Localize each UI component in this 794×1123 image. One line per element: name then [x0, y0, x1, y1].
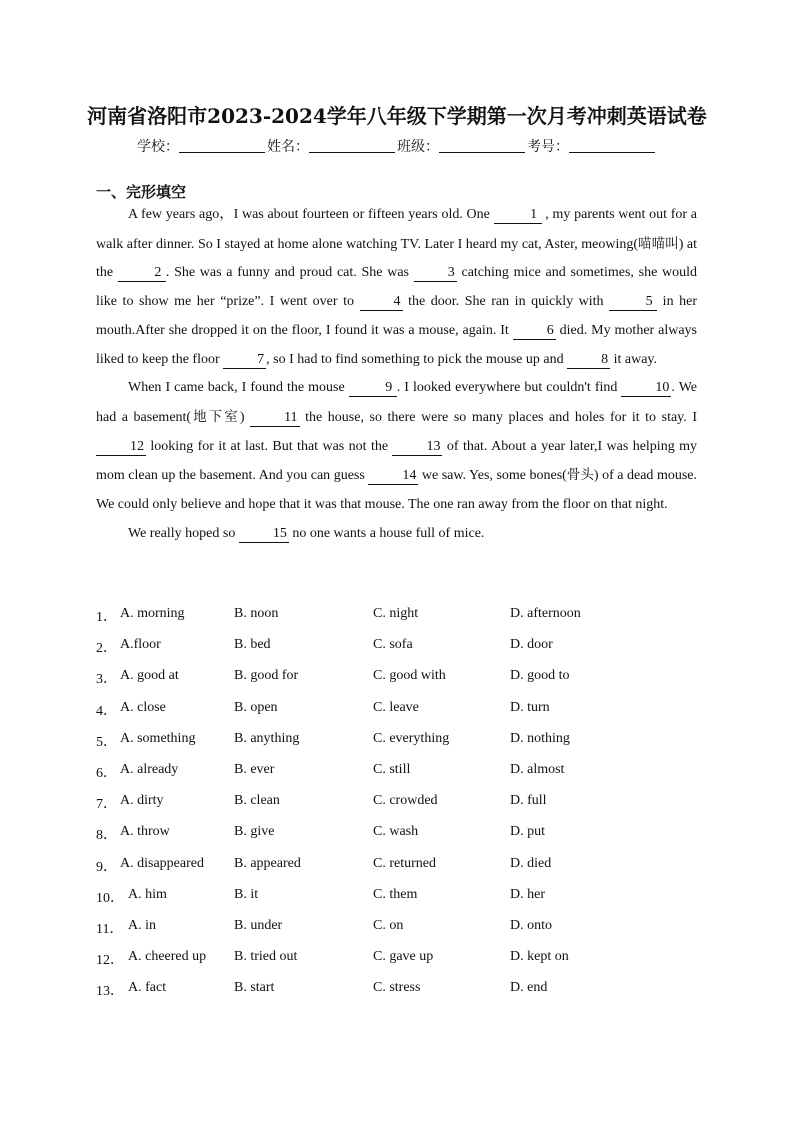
blank-6: 6 [513, 322, 556, 340]
question-number: 11． [96, 921, 124, 937]
question-number: 7． [96, 797, 117, 813]
passage-text: died. My mother always liked to keep the floor [96, 322, 697, 367]
option-d[interactable]: D. end [510, 980, 548, 996]
passage-text: . I looked everywhere but couldn't find [396, 380, 622, 396]
blank-15: 15 [239, 525, 289, 543]
question-number: 1． [96, 610, 117, 625]
id-label: 考号： [527, 139, 569, 155]
question-row [96, 943, 716, 974]
option-b[interactable]: B. appeared [234, 855, 301, 871]
blank-5: 5 [609, 293, 657, 311]
question-number: 8． [96, 828, 117, 844]
option-c[interactable]: C. gave up [373, 949, 434, 965]
passage-text: A few years ago，I was about fourteen or fifteen years old. One [128, 207, 494, 222]
option-b[interactable]: B. bed [234, 637, 271, 653]
option-a[interactable]: A. disappeared [120, 855, 204, 871]
passage-text: , so I had to find something to pick the mouse up and [266, 351, 568, 367]
name-blank[interactable] [309, 138, 395, 153]
option-a[interactable]: A.floor [120, 637, 161, 653]
option-c[interactable]: C. them [373, 886, 418, 902]
option-c[interactable]: C. everything [373, 730, 450, 746]
blank-13: 13 [392, 438, 442, 456]
option-d[interactable]: D. nothing [510, 730, 570, 746]
question-number: 12． [96, 953, 124, 969]
blank-1: 1 [494, 206, 542, 224]
passage-text: catching mice and sometimes, she would like to show me her “prize”. I went over to [96, 265, 698, 310]
option-b[interactable]: B. start [234, 980, 275, 996]
option-d[interactable]: D. onto [510, 917, 552, 933]
option-d[interactable]: D. her [510, 886, 545, 902]
name-label: 姓名： [267, 139, 309, 155]
cloze-passage [96, 201, 697, 548]
option-c[interactable]: C. stress [373, 980, 421, 996]
passage-text: the house, so there were so many places and holes for it to stay. I [299, 409, 697, 425]
passage-text: , my parents went out for a walk after dinner. So I stayed at home alone watching TV. Later I heard my cat, Aster, meowing( [96, 207, 697, 252]
blank-7: 7 [223, 351, 266, 369]
question-row [96, 600, 716, 631]
question-number: 13． [96, 984, 124, 1000]
option-b[interactable]: B. it [234, 886, 259, 902]
option-a[interactable]: A. dirty [120, 793, 164, 809]
option-a[interactable]: A. in [128, 917, 156, 933]
option-b[interactable]: B. tried out [234, 949, 298, 965]
passage-text: the door. She ran in quickly with [402, 294, 610, 310]
question-number: 3． [96, 672, 117, 688]
passage-text: no one wants a house full of mice. [288, 525, 485, 541]
option-c[interactable]: C. still [373, 761, 411, 777]
passage-text: . We had a basement( [96, 380, 697, 425]
option-d[interactable]: D. good to [510, 668, 570, 684]
blank-2: 2 [118, 264, 166, 282]
passage-paragraph-2 [96, 374, 697, 520]
passage-text: ) at the [96, 236, 698, 281]
option-a[interactable]: A. close [120, 699, 166, 715]
question-row [96, 818, 716, 849]
class-blank[interactable] [439, 138, 525, 153]
option-d[interactable]: D. kept on [510, 949, 569, 965]
option-b[interactable]: B. ever [234, 761, 275, 777]
option-c[interactable]: C. wash [373, 824, 419, 840]
school-label: 学校： [137, 139, 179, 155]
option-a[interactable]: A. morning [120, 606, 185, 621]
option-b[interactable]: B. give [234, 824, 275, 840]
option-a[interactable]: A. already [120, 761, 179, 777]
question-row [96, 694, 716, 725]
option-a[interactable]: A. fact [128, 980, 167, 996]
blank-3: 3 [414, 264, 457, 282]
question-row [96, 974, 716, 1005]
blank-4: 4 [360, 293, 403, 311]
option-b[interactable]: B. noon [234, 606, 279, 621]
blank-11: 11 [250, 409, 299, 427]
option-c[interactable]: C. returned [373, 855, 436, 871]
option-b[interactable]: B. under [234, 917, 283, 933]
option-c[interactable]: C. on [373, 917, 404, 933]
chinese-gloss: 骨头 [566, 467, 594, 484]
passage-text: looking for it at last. But that was not the [146, 438, 393, 454]
option-d[interactable]: D. almost [510, 761, 565, 777]
option-c[interactable]: C. leave [373, 699, 419, 715]
option-b[interactable]: B. anything [234, 730, 300, 746]
passage-text: We really hoped so [128, 525, 239, 541]
question-row [96, 662, 716, 693]
question-options-list [96, 600, 716, 1005]
question-row [96, 850, 716, 881]
passage-text: of that. About a year later,I was helping my mom clean up the basement. And you can guess [96, 438, 698, 484]
question-number: 5． [96, 734, 117, 750]
blank-8: 8 [567, 351, 610, 369]
question-row [96, 725, 716, 756]
question-number: 10． [96, 890, 124, 906]
question-row [96, 912, 716, 943]
option-d[interactable]: D. door [510, 637, 553, 653]
option-a[interactable]: A. cheered up [128, 949, 207, 965]
question-row [96, 881, 716, 912]
option-c[interactable]: C. good with [373, 668, 446, 684]
option-d[interactable]: D. full [510, 793, 547, 809]
question-row [96, 756, 716, 787]
question-number: 6． [96, 765, 117, 781]
passage-text: When I came back, I found the mouse [128, 380, 349, 396]
passage-text: ) of a dead mouse. We could only believe and hope that it was that mouse. The one ran away from the floor on that night. [96, 468, 697, 513]
student-info-line [0, 136, 794, 156]
blank-10: 10 [621, 379, 671, 397]
question-row [96, 631, 716, 662]
blank-9: 9 [349, 379, 397, 397]
blank-12: 12 [96, 438, 146, 456]
option-a[interactable]: A. good at [120, 668, 179, 684]
option-a[interactable]: A. him [128, 886, 167, 902]
option-a[interactable]: A. throw [120, 824, 170, 840]
passage-paragraph-3 [96, 520, 697, 549]
question-number: 4． [96, 703, 117, 719]
class-label: 班级： [397, 139, 439, 155]
option-b[interactable]: B. clean [234, 793, 280, 809]
question-number: 2． [96, 641, 117, 657]
option-d[interactable]: D. afternoon [510, 606, 581, 621]
chinese-gloss: 喵喵叫 [638, 235, 679, 252]
question-number: 9． [96, 859, 117, 875]
question-row [96, 787, 716, 818]
exam-title: 河南省洛阳市2023-2024学年八年级下学期第一次月考冲刺英语试卷 [87, 104, 707, 128]
chinese-gloss: 地下室 [191, 408, 240, 425]
passage-text: in her mouth.After she dropped it on the floor, I found it was a mouse, again. It [96, 294, 697, 338]
option-d[interactable]: D. turn [510, 699, 550, 715]
option-c[interactable]: C. crowded [373, 793, 438, 809]
option-a[interactable]: A. something [120, 730, 196, 746]
blank-14: 14 [368, 467, 418, 485]
option-c[interactable]: C. night [373, 606, 419, 621]
passage-text: it away. [610, 351, 658, 367]
passage-text: we saw. Yes, some bones( [418, 468, 567, 484]
option-d[interactable]: D. put [510, 824, 545, 840]
option-c[interactable]: C. sofa [373, 637, 413, 653]
option-d[interactable]: D. died [510, 855, 552, 871]
passage-paragraph-1 [96, 201, 697, 374]
id-blank[interactable] [569, 138, 655, 153]
option-b[interactable]: B. open [234, 699, 278, 715]
section-heading: 一、完形填空 [96, 183, 187, 201]
school-blank[interactable] [179, 138, 265, 153]
option-b[interactable]: B. good for [234, 668, 299, 684]
passage-text: ) [239, 409, 251, 425]
passage-text: . She was a funny and proud cat. She was [165, 265, 414, 281]
